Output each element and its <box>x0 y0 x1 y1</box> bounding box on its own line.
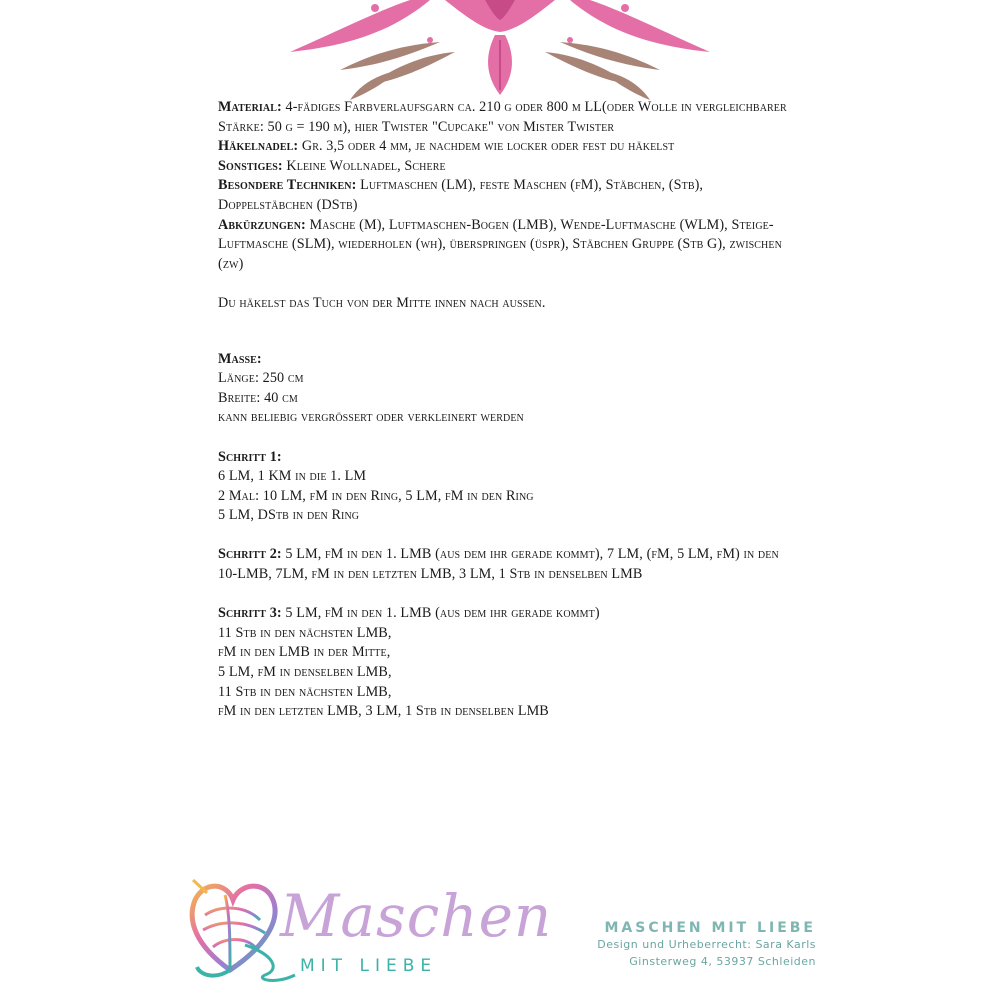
size-length: Länge: 250 cm <box>218 370 304 387</box>
size-heading: Masse: <box>218 350 262 367</box>
step1-heading: Schritt 1: <box>218 448 282 465</box>
step3-line: 11 Stb in den nächsten LMB, <box>218 683 392 700</box>
step1-line: 2 Mal: 10 LM, fM in den Ring, 5 LM, fM in den Ring <box>218 487 534 504</box>
step3-paragraph: Schritt 3: 5 LM, fM in den 1. LMB (aus dem ihr gerade kommt) <box>218 605 600 622</box>
step1-line: 5 LM, DStb in den Ring <box>218 507 360 524</box>
logo-script-text: Maschen <box>280 882 553 950</box>
material-paragraph: Material: 4-fädiges Farbverlaufsgarn ca. 210 g oder 800 m LL(oder Wolle in vergleichbarer Stärke: 50 g = 190 m), hier Twister "Cupcake" von Mister Twister <box>218 99 787 135</box>
footer-brand: MASCHEN MIT LIEBE <box>604 920 816 936</box>
step3-line: 5 LM, fM in denselben LMB, <box>218 664 392 681</box>
step3-line: 11 Stb in den nächsten LMB, <box>218 624 392 641</box>
abbreviations-paragraph: Abkürzungen: Masche (M), Luftmaschen-Bogen (LMB), Wende-Luftmasche (WLM), Steige-Luftmasche (SLM), wiederholen (wh), überspringen (üspr), Stäbchen Gruppe (Stb G), zwischen (zw) <box>218 216 782 272</box>
footer-address: Ginsterweg 4, 53937 Schleiden <box>629 955 816 968</box>
size-note: kann beliebig vergrössert oder verkleinert werden <box>218 409 524 426</box>
step1-line: 6 LM, 1 KM in die 1. LM <box>218 468 367 485</box>
floral-ornament-icon <box>280 0 720 100</box>
techniques-paragraph: Besondere Techniken: Luftmaschen (LM), feste Maschen (fM), Stäbchen, (Stb), Doppelstäbchen (DStb) <box>218 177 704 213</box>
step2-paragraph: Schritt 2: 5 LM, fM in den 1. LMB (aus dem ihr gerade kommt), 7 LM, (fM, 5 LM, fM) in den 10-LMB, 7LM, fM in den letzten LMB, 3 LM, 1 Stb in denselben LMB <box>218 546 779 583</box>
size-width: Breite: 40 cm <box>218 389 298 406</box>
pattern-instructions <box>218 98 788 722</box>
intro-text: Du häkelst das Tuch von der Mitte innen nach aussen. <box>218 294 546 311</box>
footer-contact <box>597 920 816 970</box>
step3-line: fM in den letzten LMB, 3 LM, 1 Stb in denselben LMB <box>218 703 549 720</box>
logo-subtitle: MIT LIEBE <box>300 956 438 976</box>
step3-line: fM in den LMB in der Mitte, <box>218 644 391 661</box>
other-paragraph: Sonstiges: Kleine Wollnadel, Schere <box>218 157 446 174</box>
footer-copyright: Design und Urheberrecht: Sara Karls <box>597 938 816 951</box>
hook-paragraph: Häkelnadel: Gr. 3,5 oder 4 mm, je nachdem wie locker oder fest du häkelst <box>218 138 675 155</box>
